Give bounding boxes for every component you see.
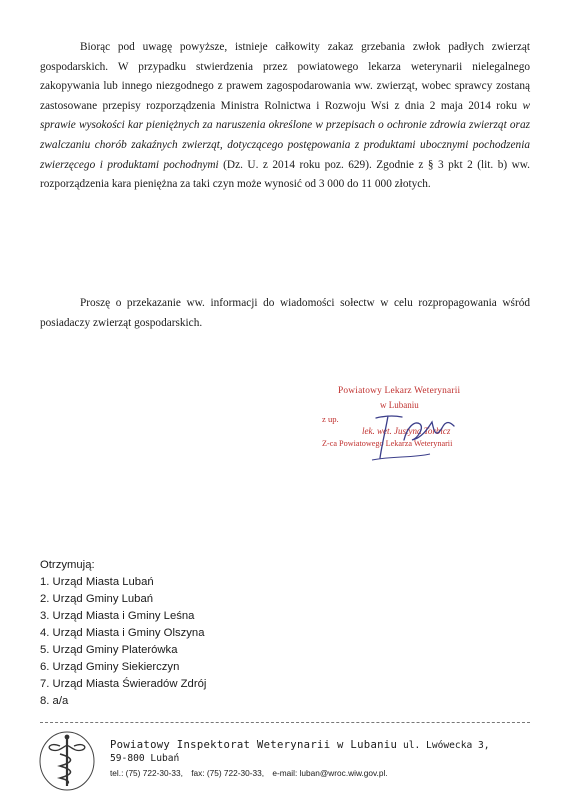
footer-divider bbox=[40, 722, 530, 723]
recipients-list bbox=[40, 557, 340, 710]
address-city: 59-800 Lubań bbox=[110, 753, 180, 764]
paragraph-penalty-text-b: (Dz. U. z 2014 roku poz. 629). Zgodnie z § 3 pkt 2 (lit. b) ww. rozporządzenia kara pieniężna za taki czyn może wynosić od 3 000 do 11 000 złotych. bbox=[40, 158, 530, 191]
stamp-title: Powiatowy Lekarz Weterynarii bbox=[338, 386, 461, 396]
footer-institution bbox=[110, 739, 540, 765]
list-item: 2. Urząd Gminy Lubań bbox=[40, 593, 154, 605]
institution-name: Powiatowy Inspektorat Weterynarii w Lubaniu bbox=[110, 739, 398, 751]
footer-contact bbox=[110, 768, 540, 778]
paragraph-penalty bbox=[40, 38, 530, 195]
paragraph-penalty-text-a: Biorąc pod uwagę powyższe, istnieje całkowity zakaz grzebania zwłok padłych zwierząt gospodarskich. W przypadku stwierdzenia przez powiatowego lekarza weterynarii nielegalnego zakopywania lub innego niezgodnego z prawem zagospodarowania ww. zwierząt, wobec sprawcy zostaną zastosowane przepisy rozporządzenia Ministra Rolnictwa i Rozwoju Wsi z dnia 2 maja 2014 roku bbox=[40, 41, 530, 112]
list-item: 6. Urząd Gminy Siekierczyn bbox=[40, 661, 180, 673]
handwritten-signature bbox=[352, 398, 462, 468]
address-street: ul. Lwówecka 3, bbox=[402, 740, 490, 751]
list-item: 4. Urząd Miasta i Gminy Olszyna bbox=[40, 627, 205, 639]
regulation-title: w sprawie wysokości kar pieniężnych za naruszenia określone w przepisach o ochronie zdrowia zwierząt oraz zwalczaniu chorób zakaźnych zwierząt, dotyczącego postępowania z produktami ubocznymi pochodzenia zwierzęcego i produktami pochodnymi bbox=[40, 99, 530, 171]
fax-number: fax: (75) 722-30-33, bbox=[191, 768, 265, 778]
list-item: 7. Urząd Miasta Świeradów Zdrój bbox=[40, 678, 207, 690]
list-item: 8. a/a bbox=[40, 695, 69, 707]
list-item: 5. Urząd Gminy Platerówka bbox=[40, 644, 178, 656]
paragraph-request-text: Proszę o przekazanie ww. informacji do wiadomości sołectw w celu rozpropagowania wśród posiadaczy zwierząt gospodarskich. bbox=[40, 297, 530, 329]
stamp-signatory: lek. wet. Justyna Torbicz bbox=[362, 426, 451, 436]
list-item: 3. Urząd Miasta i Gminy Leśna bbox=[40, 610, 195, 622]
recipients-heading: Otrzymują: bbox=[40, 559, 95, 571]
stamp-position: Z-ca Powiatowego Lekarza Weterynarii bbox=[322, 439, 453, 448]
phone-number: tel.: (75) 722-30-33, bbox=[110, 768, 183, 778]
list-item: 1. Urząd Miasta Lubań bbox=[40, 576, 154, 588]
paragraph-request bbox=[40, 294, 530, 333]
stamp-location: w Lubaniu bbox=[380, 400, 419, 410]
stamp-authorization: z up. bbox=[322, 414, 339, 424]
caduceus-icon bbox=[38, 730, 96, 792]
email-address[interactable]: e-mail: luban@wroc.wiw.gov.pl. bbox=[272, 768, 388, 778]
